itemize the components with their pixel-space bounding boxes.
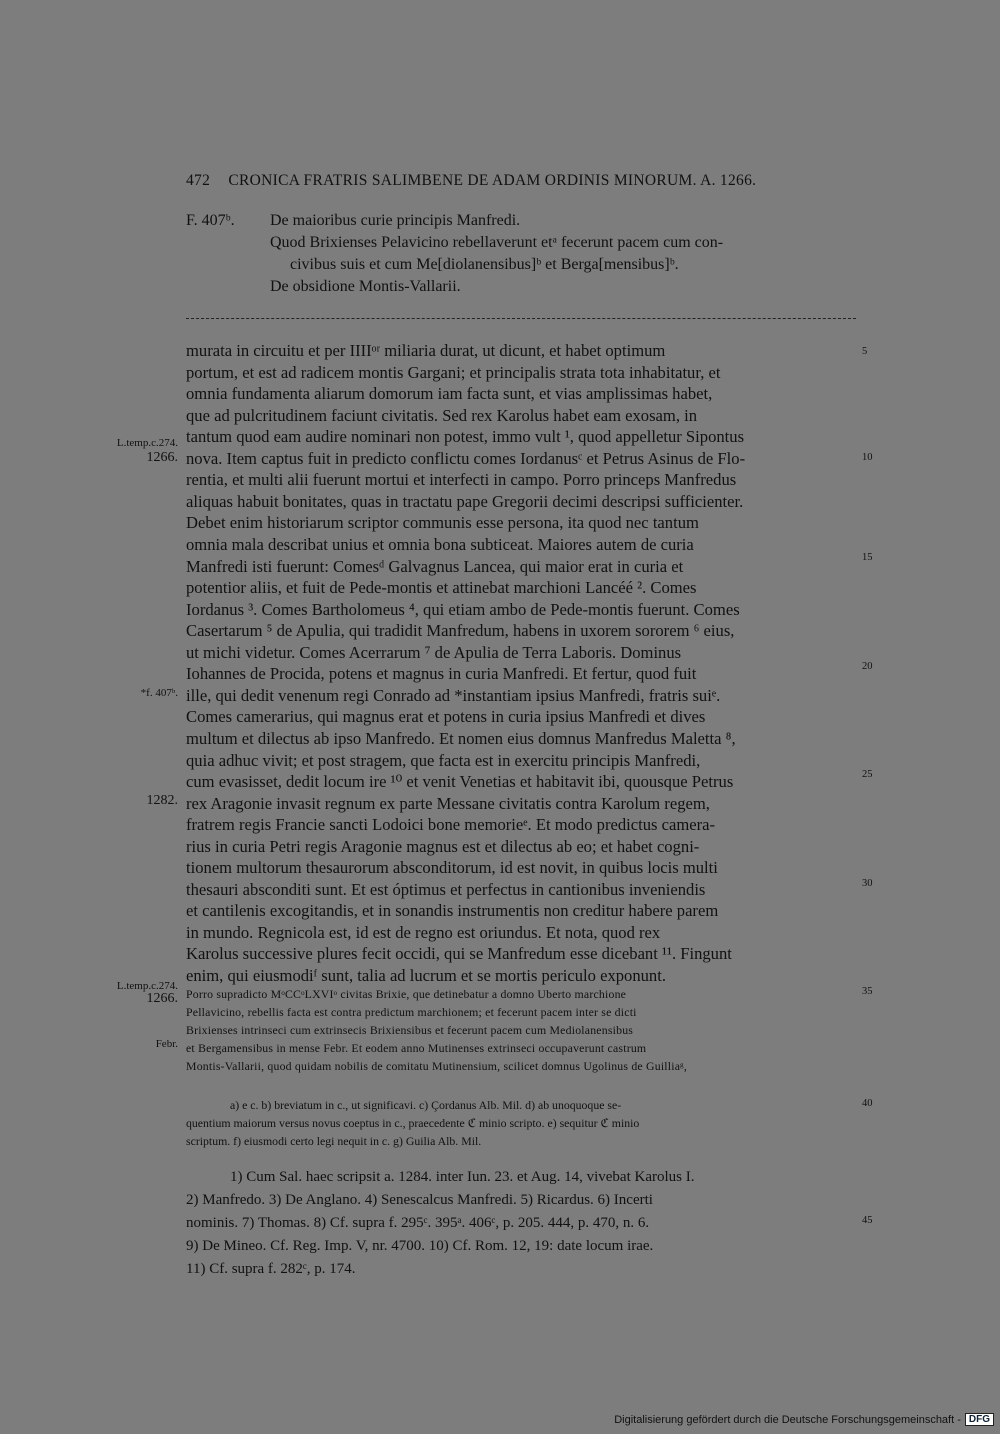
margin-year: 1266. [146,991,178,1006]
small-text-line: Brixienses intrinseci cum extrinsecis Brixiensibus et fecerunt pacem cum Mediolanensibus [186,1023,634,1037]
variant-note: a) e c. b) breviatum in c., ut significavi. c) Çordanus Alb. Mil. d) ab unoquoque se- [230,1098,622,1112]
text-line: quia adhuc vivit; et post stragem, que facta est in exercitu principis Manfredi, [186,750,701,770]
text-line: ille, qui dedit venenum regi Conrado ad *instantiam ipsius Manfredi, fratris suiᵉ. [186,685,721,705]
margin-year: 1266. [146,450,178,465]
text-line: rentia, et multi alii fuerunt mortui et interfecti in campo. Porro princeps Manfredus [186,470,737,490]
text-line: enim, qui eiusmodiᶠ sunt, talia ad lucrum et se mortis periculo exponunt. [186,966,666,985]
text-line: Debet enim historiarum scriptor communis esse persona, ita quod nec tantum [186,513,699,533]
running-header [186,172,866,190]
small-text-line: Porro supradicto MᵒCCᵒLXVIᵒ civitas Brixie, que detinebatur a domno Uberto marchione [186,987,627,1001]
line-number: 20 [862,661,873,672]
running-title: CRONICA FRATRIS SALIMBENE DE ADAM ORDINIS MINORUM. A. 1266. [228,172,757,189]
summary-line: De maioribus curie principis Manfredi. [270,212,521,229]
footnote: nominis. 7) Thomas. 8) Cf. supra f. 295ᶜ. 395ᵃ. 406ᶜ, p. 205. 444, p. 470, n. 6. [186,1215,650,1231]
text-line: Casertarum ⁵ de Apulia, qui tradidit Manfredum, habens in uxorem sororem ⁶ eius, [186,621,735,641]
text-line: fratrem regis Francie sancti Lodoici bone memorieᵉ. Et modo predictus camera- [186,815,716,835]
margin-month: Febr. [155,1038,178,1050]
footnote: 1) Cum Sal. haec scripsit a. 1284. inter Iun. 23. et Aug. 14, vivebat Karolus I. [230,1169,695,1185]
line-number: 10 [862,452,873,463]
margin-year: 1282. [146,793,178,808]
footnote: 9) De Mineo. Cf. Reg. Imp. V, nr. 4700. 10) Cf. Rom. 12, 19: date locum irae. [186,1238,654,1254]
footnote: 2) Manfredo. 3) De Anglano. 4) Senescalcus Manfredi. 5) Ricardus. 6) Incerti [186,1192,653,1208]
variant-note: quentium maiorum versus novus coeptus in c., praecedente ℭ minio scripto. e) sequitur ℭ minio [186,1116,640,1130]
margin-ref: L.temp.c.274. [116,437,178,449]
text-line: in mundo. Regnicola est, id est de regno est oriundus. Et nota, quod rex [186,922,661,942]
dfg-logo: DFG [965,1413,994,1426]
line-number: 25 [862,769,873,780]
section-rule [186,318,856,319]
footnote: 11) Cf. supra f. 282ᶜ, p. 174. [186,1261,356,1277]
text-line: ut michi videtur. Comes Acerrarum ⁷ de Apulia de Terra Laboris. Dominus [186,642,682,662]
text-line: rex Aragonie invasit regnum ex parte Messane civitatis contra Karolum regem, [186,793,710,813]
line-number: 35 [862,986,873,997]
text-line: multum et dilectus ab ipso Manfredo. Et nomen eius domnus Manfredus Maletta ⁸, [186,728,736,748]
margin-ref: L.temp.c.274. [116,980,178,992]
text-line: aliquas habuit bonitates, quas in tractatu pape Gregorii decimi descripsi sufficienter. [186,491,744,511]
text-line: Iordanus ³. Comes Bartholomeus ⁴, qui etiam ambo de Pede-montis fuerunt. Comes [186,599,740,619]
text-line: nova. Item captus fuit in predicto conflictu comes Iordanusᶜ et Petrus Asinus de Flo- [186,448,746,468]
credit-text: Digitalisierung gefördert durch die Deutsche Forschungsgemeinschaft - [614,1413,961,1426]
text-line: thesauri absconditi sunt. Et est óptimus et perfectus in cantionibus inveniendis [186,879,706,899]
text-line: portum, et est ad radicem montis Gargani; et principalis strata tota inhabitatur, et [186,362,721,382]
line-number: 30 [862,878,873,889]
summary-line: De obsidione Montis-Vallarii. [270,278,461,295]
text-line: que ad pulcritudinem faciunt civitatis. Sed rex Karolus habet eam exosam, in [186,405,698,425]
line-number: 45 [862,1215,873,1226]
text-line: cum evasisset, dedit locum ire ¹⁰ et venit Venetias et habitavit ibi, quousque Petrus [186,772,734,791]
text-line: murata in circuitu et per IIIIᵒʳ miliaria durat, ut dicunt, et habet optimum [186,341,666,360]
page-number: 472 [186,172,211,189]
text-line: omnia fundamenta aliarum domorum iam facta sunt, et vias amplissimas habet, [186,384,713,404]
text-line: Comes camerarius, qui magnus erat et potens in curia ipsius Manfredi et dives [186,707,706,727]
text-line: et cantilenis excogitandis, et in sonandis instrumentis non creditur habere parem [186,901,719,921]
line-number: 15 [862,552,873,563]
small-text-line: et Bergamensibus in mense Febr. Et eodem anno Mutinenses extrinseci occupaverunt castrum [186,1041,647,1055]
text-line: Iohannes de Procida, potens et magnus in curia Manfredi. Et fertur, quod fuit [186,664,697,684]
text-line: rius in curia Petri regis Aragonie magnus est et dilectus ab eo; et habet cogni- [186,836,700,856]
text-line: Manfredi isti fuerunt: Comesᵈ Galvagnus Lancea, qui maior erat in curia et [186,556,684,576]
summary-line: Quod Brixienses Pelavicino rebellaverunt etᵃ fecerunt pacem cum con- [270,234,724,251]
variant-note: scriptum. f) eiusmodi certo legi nequit in c. g) Guilia Alb. Mil. [186,1134,482,1148]
text-line: Karolus successive plures fecit occidi, qui se Manfredum esse dicebant ¹¹. Fingunt [186,944,732,964]
text-line: omnia mala describat unius et omnia bona subticeat. Maiores autem de curia [186,535,694,554]
small-text-line: Pellavicino, rebellis facta est contra predictum marchionem; et fecerunt pacem inter se dicti [186,1005,637,1019]
dfg-credit [614,1413,994,1426]
text-line: potentior aliis, et fuit de Pede-montis et attinebat marchioni Lancéé ². Comes [186,578,697,597]
summary-line: civibus suis et cum Me[diolanensibus]ᵇ et Berga[mensibus]ᵇ. [290,256,679,273]
line-number: 5 [862,346,868,357]
folio-marker: F. 407ᵇ. [186,212,235,229]
small-text-line: Montis-Vallarii, quod quidam nobilis de comitatu Mutinensium, scilicet domnus Ugolinus de Guilliaᵍ, [186,1059,688,1073]
text-line: tionem multorum thesaurorum absconditorum, id est novit, in quibus locis multi [186,858,718,878]
margin-folio: *f. 407ᵇ. [140,687,178,699]
text-line: tantum quod eam audire nominari non potest, immo vult ¹, quod appelletur Sipontus [186,427,745,447]
line-number: 40 [862,1098,873,1109]
